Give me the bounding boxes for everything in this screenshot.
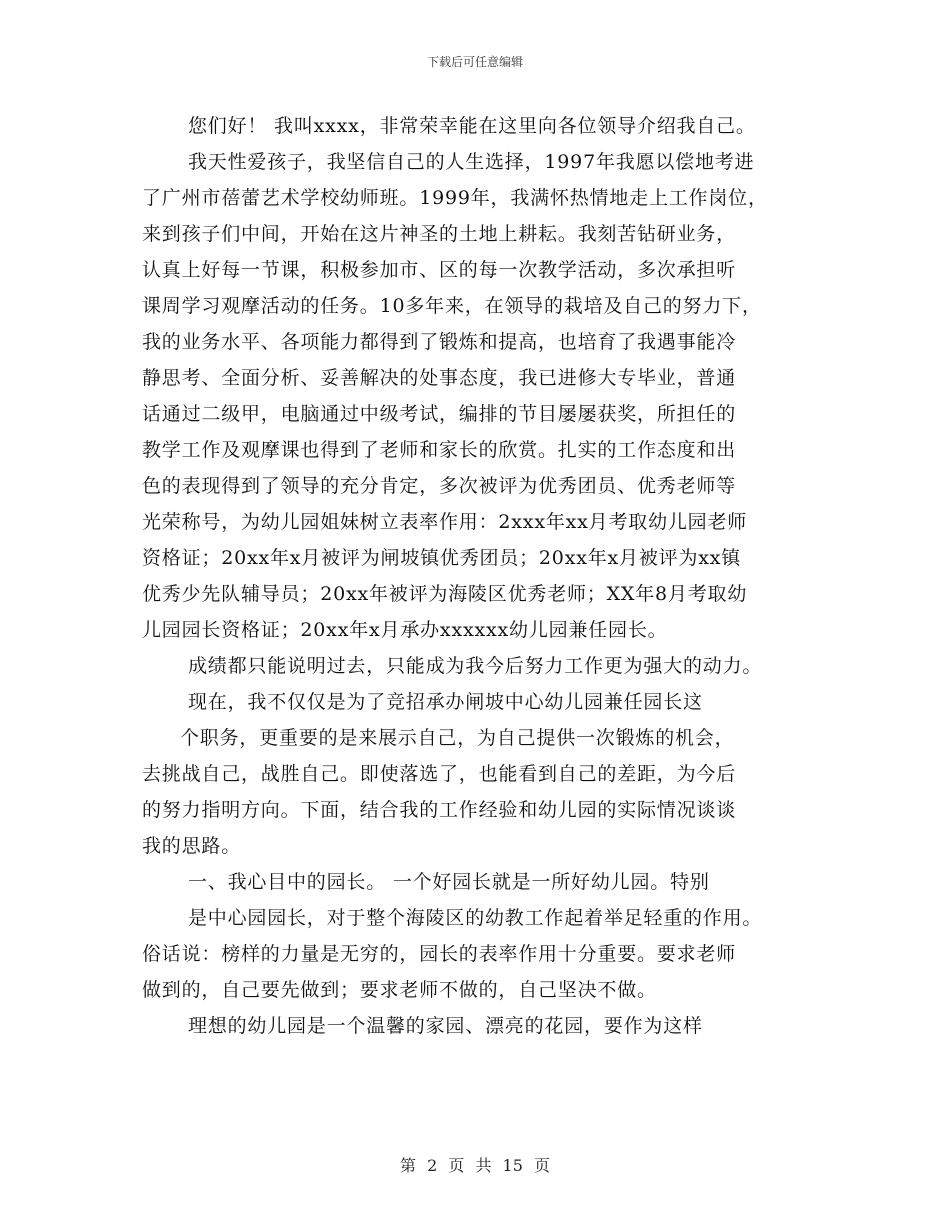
text-line: 了广州市蓓蕾艺术学校幼师班。1999年，我满怀热情地走上工作岗位， xyxy=(142,187,768,209)
text-line: 理想的幼儿园是一个温馨的家园、漂亮的花园，要作为这样 xyxy=(188,1015,703,1037)
text-line: 课周学习观摩活动的任务。10多年来，在领导的栽培及自己的努力下， xyxy=(142,295,762,317)
text-line: 我的思路。 xyxy=(142,835,242,857)
text-line: 来到孩子们中间，开始在这片神圣的土地上耕耘。我刻苦钻研业务， xyxy=(142,223,737,245)
text-line: 我天性爱孩子，我坚信自己的人生选择，1997年我愿以偿地考进 xyxy=(188,151,755,173)
text-line: 的努力指明方向。下面，结合我的工作经验和幼儿园的实际情况谈谈 xyxy=(142,799,737,821)
text-line: 一、我心目中的园长。 一个好园长就是一所好幼儿园。特别 xyxy=(188,871,710,893)
page-footer: 第 2 页 共 15 页 xyxy=(400,1156,550,1175)
text-line: 是中心园园长，对于整个海陵区的幼教工作起着举足轻重的作用。 xyxy=(188,907,763,929)
text-line: 个职务，更重要的是来展示自己，为自己提供一次锻炼的机会， xyxy=(180,727,735,749)
text-line: 您们好！ 我叫xxxx，非常荣幸能在这里向各位领导介绍我自己。 xyxy=(188,115,756,137)
text-line: 俗话说：榜样的力量是无穷的，园长的表率作用十分重要。要求老师 xyxy=(142,943,737,965)
text-line: 成绩都只能说明过去，只能成为我今后努力工作更为强大的动力。 xyxy=(188,655,763,677)
text-line: 资格证；20xx年x月被评为闸坡镇优秀团员；20xx年x月被评为xx镇 xyxy=(142,547,742,569)
text-line: 优秀少先队辅导员；20xx年被评为海陵区优秀老师；XX年8月考取幼 xyxy=(142,583,748,605)
text-line: 现在，我不仅仅是为了竞招承办闸坡中心幼儿园兼任园长这 xyxy=(188,691,703,713)
text-line: 做到的，自己要先做到；要求老师不做的，自己坚决不做。 xyxy=(142,979,657,1001)
text-line: 静思考、全面分析、妥善解决的处事态度，我已进修大专毕业，普通 xyxy=(142,367,737,389)
text-line: 教学工作及观摩课也得到了老师和家长的欣赏。扎实的工作态度和出 xyxy=(142,439,737,461)
text-line: 我的业务水平、各项能力都得到了锻炼和提高，也培育了我遇事能冷 xyxy=(142,331,737,353)
text-line: 儿园园长资格证；20xx年x月承办xxxxxx幼儿园兼任园长。 xyxy=(142,619,668,641)
page-header: 下载后可任意编辑 xyxy=(426,55,523,69)
text-line: 认真上好每一节课，积极参加市、区的每一次教学活动，多次承担听 xyxy=(142,259,737,281)
text-line: 去挑战自己，战胜自己。即使落选了，也能看到自己的差距，为今后 xyxy=(142,763,737,785)
text-line: 色的表现得到了领导的充分肯定，多次被评为优秀团员、优秀老师等 xyxy=(142,475,737,497)
text-line: 光荣称号，为幼儿园姐妹树立表率作用：2xxx年xx月考取幼儿园老师 xyxy=(142,511,748,533)
text-line: 话通过二级甲，电脑通过中级考试，编排的节目屡屡获奖，所担任的 xyxy=(142,403,737,425)
